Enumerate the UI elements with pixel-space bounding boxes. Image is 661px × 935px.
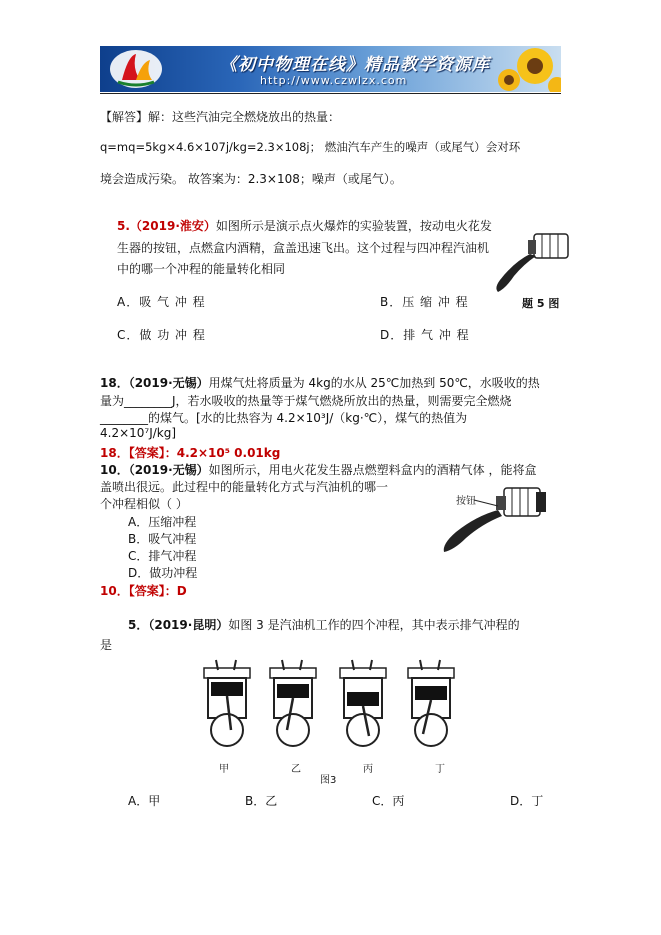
q5-huaian-line-2: 生器的按钮，点燃盒内酒精，盒盖迅速飞出。这个过程与四冲程汽油机 [117,241,490,255]
figure-caption-3: 图3 [320,775,337,786]
q5-huaian-line-1 [117,217,492,234]
q10-wuxi-figure [436,480,550,558]
q10-answer-value: D [176,584,187,598]
q18-wuxi-line-1 [100,374,540,391]
q10-wuxi-line-2: 盖喷出很远。此过程中的能量转化方式与汽油机的哪一 [100,480,389,494]
engine-strokes-figure [190,658,466,758]
q18-answer-label: 【答案】： [128,446,177,460]
figure-label-jia: 甲 [219,764,229,775]
q5-huaian-option-d: D．排 气 冲 程 [380,328,470,342]
q18-answer-number: 18． [100,446,129,460]
q10-answer-label: 【答案】： [128,584,177,598]
q10-wuxi-line-3: 个冲程相似（ ） [100,497,188,511]
figure-label-yi: 乙 [291,764,301,775]
header-divider [100,93,561,94]
q10-wuxi-text-1: 如图所示，用电火花发生器点燃塑料盒内的酒精气体 ，能将盒 [208,463,537,477]
q10-option-b: B．吸气冲程 [128,532,197,546]
q5-huaian-number: 5. [117,219,130,233]
solution-line-2: q=mq=5kg×4.6×107j/kg=2.3×108j； 燃油汽车产生的噪声（或尾气）会对环 [100,140,521,154]
banner-url: http://www.czwlzx.com [260,74,408,87]
q5-kunming-option-d: D．丁 [510,794,544,808]
header-banner [100,46,561,92]
q5-kunming-source: （2019·昆明） [148,618,229,632]
q10-answer-number: 10． [100,584,129,598]
q5-kunming-text-1: 如图 3 是汽油机工作的四个冲程，其中表示排气冲程的 [228,618,520,632]
q10-wuxi-number: 10． [100,463,129,477]
engine-cylinder-bing [340,660,386,746]
figure-label-bing: 丙 [363,764,373,775]
q5-huaian-source: （2019·淮安） [129,219,216,233]
engine-cylinder-yi [270,660,316,746]
engine-cylinder-ding [408,660,454,746]
q10-wuxi-source: （2019·无锡） [128,463,209,477]
q5-kunming-option-c: C．丙 [372,794,405,808]
q18-wuxi-line-3: ________的煤气。[水的比热容为 4.2×10³J/（kg·℃），煤气的热值为 [100,411,468,425]
q18-wuxi-answer [100,444,280,461]
q10-wuxi-answer [100,582,187,599]
q5-huaian-option-c: C．做 功 冲 程 [117,328,206,342]
q10-figure-label: 按钮 [456,496,476,507]
q5-huaian-text-1: 如图所示是演示点火爆炸的实验装置，按动电火花发 [215,219,492,233]
q5-huaian-figure [484,222,574,296]
q10-option-a: A．压缩冲程 [128,515,197,529]
q5-huaian-line-3: 中的哪一个冲程的能量转化相同 [117,262,286,276]
figure-label-ding: 丁 [435,764,445,775]
solution-line-3: 境会造成污染。 故答案为：2.3×108；噪声（或尾气）。 [100,172,402,186]
logo-icon [106,48,166,90]
q5-kunming-line-2: 是 [100,638,113,652]
q5-kunming-option-a: A．甲 [128,794,161,808]
q10-wuxi-line-1 [100,461,537,478]
q10-option-c: C．排气冲程 [128,549,197,563]
q5-huaian-figure-caption: 题 5 图 [522,297,560,310]
q18-wuxi-text-1: 用煤气灶将质量为 4kg的水从 25℃加热到 50℃，水吸收的热 [208,376,540,390]
q5-kunming-line-1 [128,616,520,633]
q5-huaian-option-a: A．吸 气 冲 程 [117,295,206,309]
q10-option-d: D．做功冲程 [128,566,198,580]
q18-wuxi-number: 18． [100,376,129,390]
q18-answer-value: 4.2×10⁵ 0.01kg [176,446,281,460]
sunflower-decoration-icon [495,46,561,92]
engine-cylinder-jia [204,660,250,746]
solution-line-1: 【解答】解：这些汽油完全燃烧放出的热量： [100,110,341,124]
q5-kunming-option-b: B．乙 [245,794,278,808]
q18-wuxi-line-2: 量为________J，若水吸收的热量等于煤气燃烧所放出的热量，则需要完全燃烧 [100,394,512,408]
q18-wuxi-line-4: 4.2×10⁷J/kg] [100,426,177,440]
q5-kunming-number: 5． [128,618,149,632]
banner-title: 《初中物理在线》精品教学资源库 [220,55,490,75]
q5-huaian-option-b: B．压 缩 冲 程 [380,295,469,309]
q18-wuxi-source: （2019·无锡） [128,376,209,390]
